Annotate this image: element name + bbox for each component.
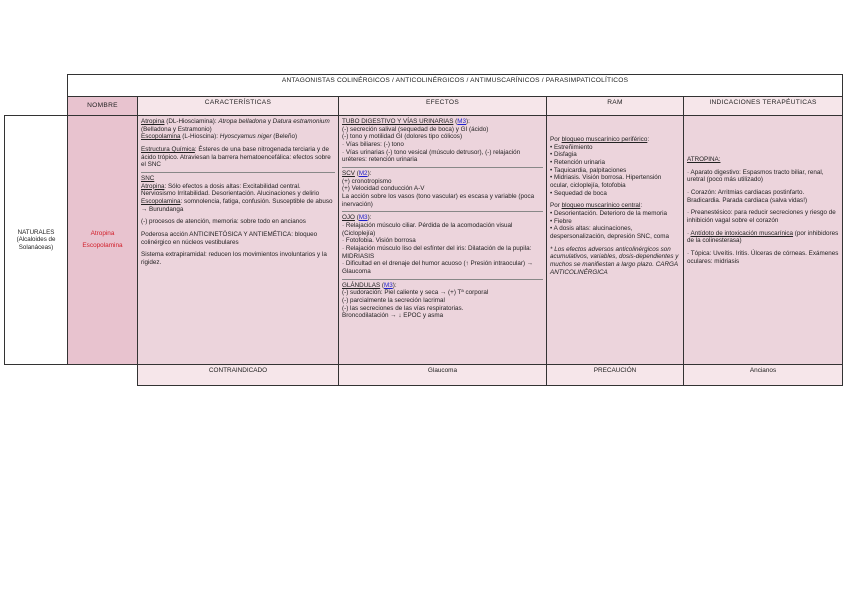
header-ram: RAM	[547, 97, 684, 116]
snc-section: SNC Atropina: Sólo efectos a dosis altas: Excitabilidad central. Nerviosismo Irritabilidad. Desorientación. Alucinaciones y delirio Escopolamina: somnolencia, fatiga, confusión. Susceptible de abuso → Burundanga (-) procesos de atención, memoria: sobre todo en ancianos Poderosa acción ANTICINETÓSICA Y ANTIEMÉTICA: bloqueo colinérgico en núcleos vestibulares Sistema extrapiramidal: reducen los movimientos involuntarios y la rigidez.	[141, 175, 333, 267]
divider	[141, 172, 335, 173]
ram-note: * Los efectos adversos anticolinérgicos son acumulativos, variables, dosis-dependientes y muchos se manifiestan a largo plazo. CARGA ANTICOLINÉRGICA	[550, 245, 679, 276]
ind-atropina-label: ATROPINA:	[687, 156, 721, 163]
group-label: NATURALES	[17, 228, 55, 236]
anticholinergic-table	[4, 74, 843, 386]
drug-escopolamina: Escopolamina	[82, 242, 123, 249]
table-title: ANTAGONISTAS COLINÉRGICOS / ANTICOLINÉRGICOS / ANTIMUSCARÍNICOS / PARASIMPATICOLÍTICOS	[68, 75, 843, 97]
drug-atropina: Atropina	[90, 230, 115, 238]
estructura-section: Estructura Química: Ésteres de una base nitrogenada terciaria y de ácido trópico. Atraviesan la barrera hematoencefálica: efectos sobre el SNC	[141, 146, 331, 169]
digestivo-section: TUBO DIGESTIVO Y VÍAS URINARIAS (M3): (-) secreción salival (sequedad de boca) y GI (ácido) (-) tono y motilidad GI (dolores tipo cólicos) · Vías biliares: (-) tono · Vías urinarias (-) tono vesical (músculo detrusor), (-) relajación uréteres: retención urinaria	[342, 118, 521, 164]
group-label-cell	[5, 116, 68, 365]
precaucion-value: Ancianos	[684, 365, 843, 386]
scv-section: SCV (M2): (+) cronotropismo (+) Velocidad conducción A-V La acción sobre los vasos (tono vascular) es escasa y variable (poca inervación)	[342, 170, 535, 208]
header-caracteristicas: CARACTERÍSTICAS	[138, 97, 339, 116]
ram-central: Por bloqueo muscarínico central: • Desorientación. Deterioro de la memoria • Fiebre • A dosis altas: alucinaciones, despersonalización, depresión SNC, coma	[550, 202, 670, 241]
caracteristicas-cell	[138, 116, 339, 365]
header-indicaciones: INDICACIONES TERAPÉUTICAS	[684, 97, 843, 116]
group-sublabel: (Alcaloides de Solanáceas)	[16, 236, 56, 251]
efectos-cell	[339, 116, 547, 365]
ram-periferico: Por bloqueo muscarínico periférico: • Estreñimiento • Disfagia • Retención urinaria • Taquicardia, palpitaciones • Midriasis. Visión borrosa. Hipertensión ocular, cicloplejía, fotofobia • Sequedad de boca	[550, 136, 662, 197]
contraindicado-label: CONTRAINDICADO	[138, 365, 339, 386]
header-nombre: NOMBRE	[68, 97, 138, 116]
ojo-section: OJO (M3): · Relajación músculo ciliar. Pérdida de la acomodación visual (Cicloplejía) · Fotofobia. Visión borrosa · Relajación músculo liso del esfínter del iris: Dilatación de la pupila: MIDRIASIS · Dificultad en el drenaje del humor acuoso (↑ Presión intraocular) → Glaucoma	[342, 214, 534, 276]
precaucion-label: PRECAUCIÓN	[547, 365, 684, 386]
header-efectos: EFECTOS	[339, 97, 547, 116]
drug-name-cell	[68, 116, 138, 365]
glandulas-section: GLÁNDULAS (M3): (-) sudoración: Piel caliente y seca → (+) Tª corporal (-) parcialmente la secreción lacrimal (-) las secreciones de las vías respiratorias. Broncodilatación → ↓ EPOC y asma	[342, 281, 489, 320]
ram-cell	[547, 116, 684, 365]
contraindicado-value: Glaucoma	[339, 365, 547, 386]
indicaciones-cell: ATROPINA: · Aparato digestivo: Espasmos tracto biliar, renal, uretral (poco más utilizado) · Corazón: Arritmias cardiacas postinfarto. Bradicardia. Parada cardiaca (salva vidas!) · Preanestésico: para reducir secreciones y riesgo de inhibición vagal sobre el corazón · Antídoto de intoxicación muscarínica (por inhibidores de la colinesterasa) · Tópica: Uveítis. Iritis. Úlceras de córneas. Exámenes oculares: midriasis	[684, 116, 843, 365]
origin-section: Atropina (DL-Hiosciamina): Atropa belladona y Datura estramonium (Belladona y Estramonio) Escopolamina (L-Hioscina): Hyoscyamus niger (Beleño)	[141, 118, 330, 141]
